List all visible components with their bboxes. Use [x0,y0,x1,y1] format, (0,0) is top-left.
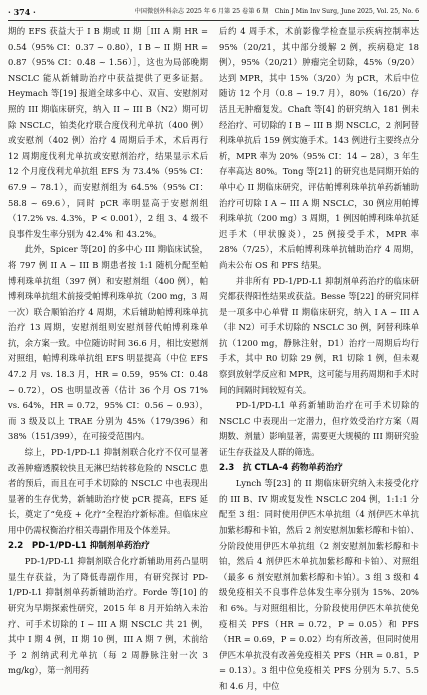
running-header [8,4,419,21]
section-heading: 2.2 PD-1/PD-L1 抑制剂单药治疗 [8,540,150,551]
paragraph: 此外，Spicer 等[20] 的多中心 III 期临床试验，将 797 例 II A ~ III B 期患者按 1:1 随机分配至帕博利珠单抗组（397 例）和安慰剂组（400 例），帕博利珠单抗组术前接受帕博利珠单抗（200 mg，3 周一次）联合顺铂治疗 4 周期，术后辅助帕博利珠单抗治疗 13 周期，安慰剂组则安慰剂替代帕博利珠单抗，余方案一致。中位随访时间 36.6 月，相比安慰剂对照组，帕博利珠单抗组 EFS 明显提高（中位 EFS 47.2 月 vs. 18.3 月，HR = 0.59，95% CI：0.48 ~ 0.72），OS 也明显改善（估计 36 个月 OS 71% vs. 64%，HR = 0.72，95% CI：0.56 ~ 0.93），而 3 级及以上 TRAE 分别为 45%（179/396）和 38%（151/399），在可接受范围内。 [8,244,208,442]
paragraph: 并非所有 PD-1/PD-L1 抑制剂单药治疗的临床研究都获得阳性结果或获益。Besse 等[22] 的研究同样是一项多中心单臂 II 期临床研究，纳入 I A ~ III A（非 N2）可手术切除的 NSCLC 30 例，阿替利珠单抗（1200 mg，静脉注射，D1）治疗一周期后均行手术，其中 R0 切除 29 例，R1 切除 1 例，但未观察到放射学反应和 MPR，这可能与用药周期和手术时间的间隔时间较短有关。 [219,275,419,395]
right-column [219,24,419,691]
paragraph: 后约 4 周手术，术前影像学检查显示疾病控制率达 95%（20/21，其中部分缓解 2 例，疾病稳定 18 例），95%（20/21）肿瘤完全切除，45%（9/20）达到 MPR，其中 15%（3/20）为 pCR，术后中位随访 12 个月（0.8 ~ 19.7 月），80%（16/20）存活且无肿瘤复发。Chaft 等[4] 的研究纳入 181 例未经治疗、可切除的 I B ~ III B 期 NSCLC，2 剂阿替利珠单抗后 159 例实施手术。143 例进行主要终点分析，MPR 率为 20%（95% CI：14 ~ 28），3 年生存率高达 80%。Tong 等[21] 的研究也是同期开始的单中心 II 期临床研究，评估帕博利珠单抗单药新辅助治疗可切除 I A ~ III A 期 NSCLC，30 例应用帕博利珠单抗（200 mg）3 周期，1 例因帕博利珠单抗延迟手术（甲状腺炎），25 例接受手术，MPR 率 28%（7/25），术后帕博利珠单抗辅助治疗 4 周期，尚未公布 OS 和 PFS 结果。 [219,26,419,270]
left-column [8,24,208,676]
page-number: · 374 · [8,7,36,17]
paragraph: 期的 EFS 获益大于 I B 期或 II 期［III A 期 HR = 0.54（95% CI：0.37 ~ 0.80），I B ~ II 期 HR = 0.87（95% CI：0.48 ~ 1.56）］，这也为局部晚期 NSCLC 能从新辅助治疗中获益提供了更多证据。Heymach 等[19] 报道全球多中心、双盲、安慰剂对照的 III 期临床研究，纳入 II ~ III B（N2）期可切除 NSCLC，铂类化疗联合度伐利尤单抗（400 例）或安慰剂（402 例）治疗 4 周期后手术，术后再行 12 周期度伐利尤单抗或安慰剂治疗，结果显示术后 12 个月度伐利尤单抗组 EFS 为 73.4%（95% CI：67.9 ~ 78.1），而安慰剂组为 64.5%（95% CI：58.8 ~ 69.6），同时 pCR 率明显高于安慰剂组（17.2% vs. 4.3%，P < 0.001），2 组 3、4 级不良事件发生率分别为 42.4% 和 43.2%。 [8,26,208,239]
section-heading: 2.3 抗 CTLA-4 药物单药治疗 [219,462,343,473]
paragraph: PD-1/PD-L1 抑制剂联合化疗新辅助用药凸显明显生存获益，为了降低毒副作用，有研究探讨 PD-1/PD-L1 抑制剂单药新辅助治疗。Forde 等[10] 的研究为早期探索性研究，2015 年 8 月开始纳入未治疗、可手术切除的 I ~ III A 期 NSCLC 共 21 例，其中 I 期 4 例，II 期 10 例，III A 期 7 例，术前给予 2 剂纳武利尤单抗（每 2 周静脉注射一次 3 mg/kg），第一剂用药 [8,556,208,676]
paragraph: Lynch 等[23] 的 II 期临床研究纳入未接受化疗的 III B、IV 期或复发性 NSCLC 204 例，1:1:1 分配至 3 组：同时使用伊匹木单抗组（4 剂伊匹木单抗加紫杉醇和卡铂，然后 2 剂安慰剂加紫杉醇和卡铂）、分阶段使用伊匹木单抗组（2 剂安慰剂加紫杉醇和卡铂，然后 4 剂伊匹木单抗加紫杉醇和卡铂）、对照组（最多 6 剂安慰剂加紫杉醇和卡铂）。3 组 3 级和 4 级免疫相关不良事件总体发生率分别为 15%、20% 和 6%。与对照组相比，分阶段使用伊匹木单抗使免疫相关 PFS（HR = 0.72，P = 0.05）和 PFS（HR = 0.69，P = 0.02）均有所改善，但同时使用伊匹木单抗没有改善免疫相关 PFS（HR = 0.81，P = 0.13）。3 组中位免疫相关 PFS 分别为 5.7、5.5 和 4.6 月，中位 [219,478,419,691]
journal-citation: 中国微创外科杂志 2025 年 6 月第 25 卷第 6 期 Chin J Min Inv Surg, June 2025, Vol. 25, No. 6 [134,8,419,15]
paragraph: 综上，PD-1/PD-L1 抑制剂联合化疗不仅可显著改善肿瘤透膜较快且无淋巴结转移危险的 NSCLC 患者的预后，而且在可手术切除的 NSCLC 中也表现出显著的生存优势，新辅助治疗使 pCR 提高，EFS 延长，奠定了“免疫 + 化疗”全程治疗新标准。但临床应用中仍需权衡治疗相关毒副作用及个体差异。 [8,447,208,535]
paragraph: PD-1/PD-L1 单药新辅助治疗在可手术切除的 NSCLC 中表现出一定潜力，但疗效受治疗方案（周期数、剂量）影响显著，需要更大规模的 III 期研究验证生存获益及人群的筛选。 [219,400,419,458]
